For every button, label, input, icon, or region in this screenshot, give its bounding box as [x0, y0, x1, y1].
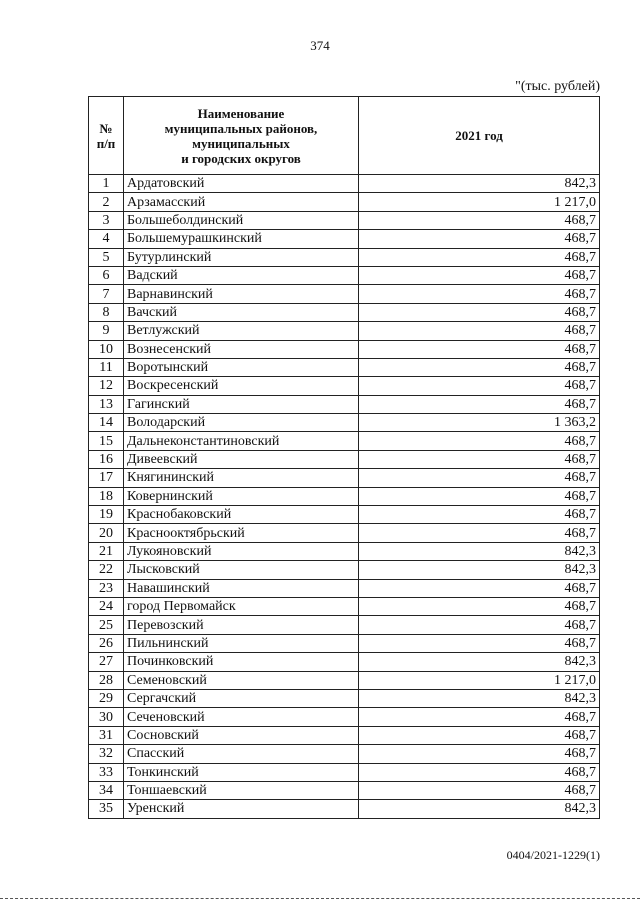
table-row — [89, 340, 600, 358]
row-number: 27 — [89, 653, 124, 671]
row-value: 1 363,2 — [359, 414, 600, 432]
table-row — [89, 634, 600, 652]
row-value: 468,7 — [359, 450, 600, 468]
row-value: 468,7 — [359, 487, 600, 505]
document-code: 0404/2021-1229(1) — [506, 848, 600, 862]
table-row — [89, 432, 600, 450]
table-row — [89, 726, 600, 744]
row-number: 30 — [89, 708, 124, 726]
row-value: 468,7 — [359, 597, 600, 615]
table-row — [89, 745, 600, 763]
table-row — [89, 579, 600, 597]
row-name: Тонкинский — [124, 763, 359, 781]
row-name: Спасский — [124, 745, 359, 763]
row-name: Дальнеконстантиновский — [124, 432, 359, 450]
row-name: Вадский — [124, 266, 359, 284]
row-name: Тоншаевский — [124, 781, 359, 799]
row-name: Ковернинский — [124, 487, 359, 505]
footer-divider — [0, 898, 640, 899]
row-name: Княгининский — [124, 469, 359, 487]
row-name: Вознесенский — [124, 340, 359, 358]
page-number: 374 — [310, 38, 330, 53]
table-row — [89, 395, 600, 413]
row-name: Навашинский — [124, 579, 359, 597]
row-number: 2 — [89, 193, 124, 211]
row-name: Краснобаковский — [124, 506, 359, 524]
row-name: Перевозский — [124, 616, 359, 634]
table-row — [89, 358, 600, 376]
row-value: 468,7 — [359, 634, 600, 652]
row-name: Сеченовский — [124, 708, 359, 726]
table-row — [89, 671, 600, 689]
table-row — [89, 469, 600, 487]
table-row — [89, 689, 600, 707]
row-number: 15 — [89, 432, 124, 450]
row-number: 4 — [89, 230, 124, 248]
row-number: 11 — [89, 358, 124, 376]
row-number: 3 — [89, 211, 124, 229]
row-value: 842,3 — [359, 561, 600, 579]
row-value: 468,7 — [359, 469, 600, 487]
table-row — [89, 248, 600, 266]
table-row — [89, 487, 600, 505]
row-value: 468,7 — [359, 616, 600, 634]
row-name: Арзамасский — [124, 193, 359, 211]
row-number: 19 — [89, 506, 124, 524]
row-name: Гагинский — [124, 395, 359, 413]
row-number: 23 — [89, 579, 124, 597]
row-number: 16 — [89, 450, 124, 468]
row-number: 33 — [89, 763, 124, 781]
row-name: Сергачский — [124, 689, 359, 707]
table-row — [89, 175, 600, 193]
table-row — [89, 285, 600, 303]
table-row — [89, 211, 600, 229]
row-value: 468,7 — [359, 340, 600, 358]
row-name: Большеболдинский — [124, 211, 359, 229]
table-row — [89, 763, 600, 781]
row-value: 468,7 — [359, 377, 600, 395]
row-number: 10 — [89, 340, 124, 358]
row-number: 20 — [89, 524, 124, 542]
row-name: Большемурашкинский — [124, 230, 359, 248]
row-name: Лысковский — [124, 561, 359, 579]
row-value: 468,7 — [359, 506, 600, 524]
row-name: Семеновский — [124, 671, 359, 689]
row-value: 1 217,0 — [359, 193, 600, 211]
row-number: 32 — [89, 745, 124, 763]
row-number: 31 — [89, 726, 124, 744]
row-name: Володарский — [124, 414, 359, 432]
table-row — [89, 266, 600, 284]
row-number: 9 — [89, 322, 124, 340]
row-value: 468,7 — [359, 763, 600, 781]
table-row — [89, 653, 600, 671]
units-label: "(тыс. рублей) — [515, 79, 600, 94]
row-name: Ветлужский — [124, 322, 359, 340]
row-value: 1 217,0 — [359, 671, 600, 689]
row-number: 29 — [89, 689, 124, 707]
row-value: 468,7 — [359, 579, 600, 597]
table-row — [89, 506, 600, 524]
row-value: 468,7 — [359, 211, 600, 229]
row-name: Пильнинский — [124, 634, 359, 652]
row-number: 26 — [89, 634, 124, 652]
row-value: 468,7 — [359, 230, 600, 248]
row-name: Варнавинский — [124, 285, 359, 303]
header-year: 2021 год — [359, 97, 600, 175]
row-name: город Первомайск — [124, 597, 359, 615]
row-name: Воротынский — [124, 358, 359, 376]
table-row — [89, 230, 600, 248]
row-value: 842,3 — [359, 175, 600, 193]
table-row — [89, 377, 600, 395]
row-name: Бутурлинский — [124, 248, 359, 266]
table-row — [89, 597, 600, 615]
table-header-row — [89, 97, 600, 175]
row-number: 22 — [89, 561, 124, 579]
row-number: 34 — [89, 781, 124, 799]
allocation-table — [88, 96, 600, 819]
row-value: 468,7 — [359, 248, 600, 266]
row-name: Ардатовский — [124, 175, 359, 193]
row-value: 468,7 — [359, 781, 600, 799]
row-value: 468,7 — [359, 358, 600, 376]
row-number: 7 — [89, 285, 124, 303]
row-value: 468,7 — [359, 395, 600, 413]
row-value: 842,3 — [359, 653, 600, 671]
row-value: 842,3 — [359, 542, 600, 560]
table-row — [89, 800, 600, 818]
row-name: Уренский — [124, 800, 359, 818]
row-number: 18 — [89, 487, 124, 505]
table-row — [89, 561, 600, 579]
row-value: 468,7 — [359, 303, 600, 321]
row-value: 468,7 — [359, 708, 600, 726]
row-value: 468,7 — [359, 322, 600, 340]
table-row — [89, 542, 600, 560]
row-value: 468,7 — [359, 432, 600, 450]
table-row — [89, 414, 600, 432]
row-number: 13 — [89, 395, 124, 413]
row-name: Починковский — [124, 653, 359, 671]
row-number: 6 — [89, 266, 124, 284]
table-row — [89, 616, 600, 634]
row-number: 35 — [89, 800, 124, 818]
row-value: 468,7 — [359, 524, 600, 542]
header-number: № п/п — [89, 97, 124, 175]
row-name: Воскресенский — [124, 377, 359, 395]
header-name: Наименование муниципальных районов, муниципальных и городских округов — [124, 97, 359, 175]
table-row — [89, 322, 600, 340]
row-number: 21 — [89, 542, 124, 560]
table-row — [89, 524, 600, 542]
row-name: Сосновский — [124, 726, 359, 744]
row-value: 842,3 — [359, 800, 600, 818]
row-value: 468,7 — [359, 745, 600, 763]
row-name: Лукояновский — [124, 542, 359, 560]
table-row — [89, 450, 600, 468]
table-row — [89, 781, 600, 799]
row-number: 8 — [89, 303, 124, 321]
row-value: 468,7 — [359, 285, 600, 303]
row-number: 25 — [89, 616, 124, 634]
table-body — [89, 175, 600, 819]
row-name: Краснооктябрьский — [124, 524, 359, 542]
table-row — [89, 708, 600, 726]
row-number: 14 — [89, 414, 124, 432]
row-value: 468,7 — [359, 266, 600, 284]
row-number: 5 — [89, 248, 124, 266]
table-row — [89, 193, 600, 211]
row-number: 17 — [89, 469, 124, 487]
row-number: 28 — [89, 671, 124, 689]
row-value: 842,3 — [359, 689, 600, 707]
row-name: Вачский — [124, 303, 359, 321]
row-number: 1 — [89, 175, 124, 193]
row-number: 12 — [89, 377, 124, 395]
row-value: 468,7 — [359, 726, 600, 744]
row-name: Дивеевский — [124, 450, 359, 468]
row-number: 24 — [89, 597, 124, 615]
table-row — [89, 303, 600, 321]
